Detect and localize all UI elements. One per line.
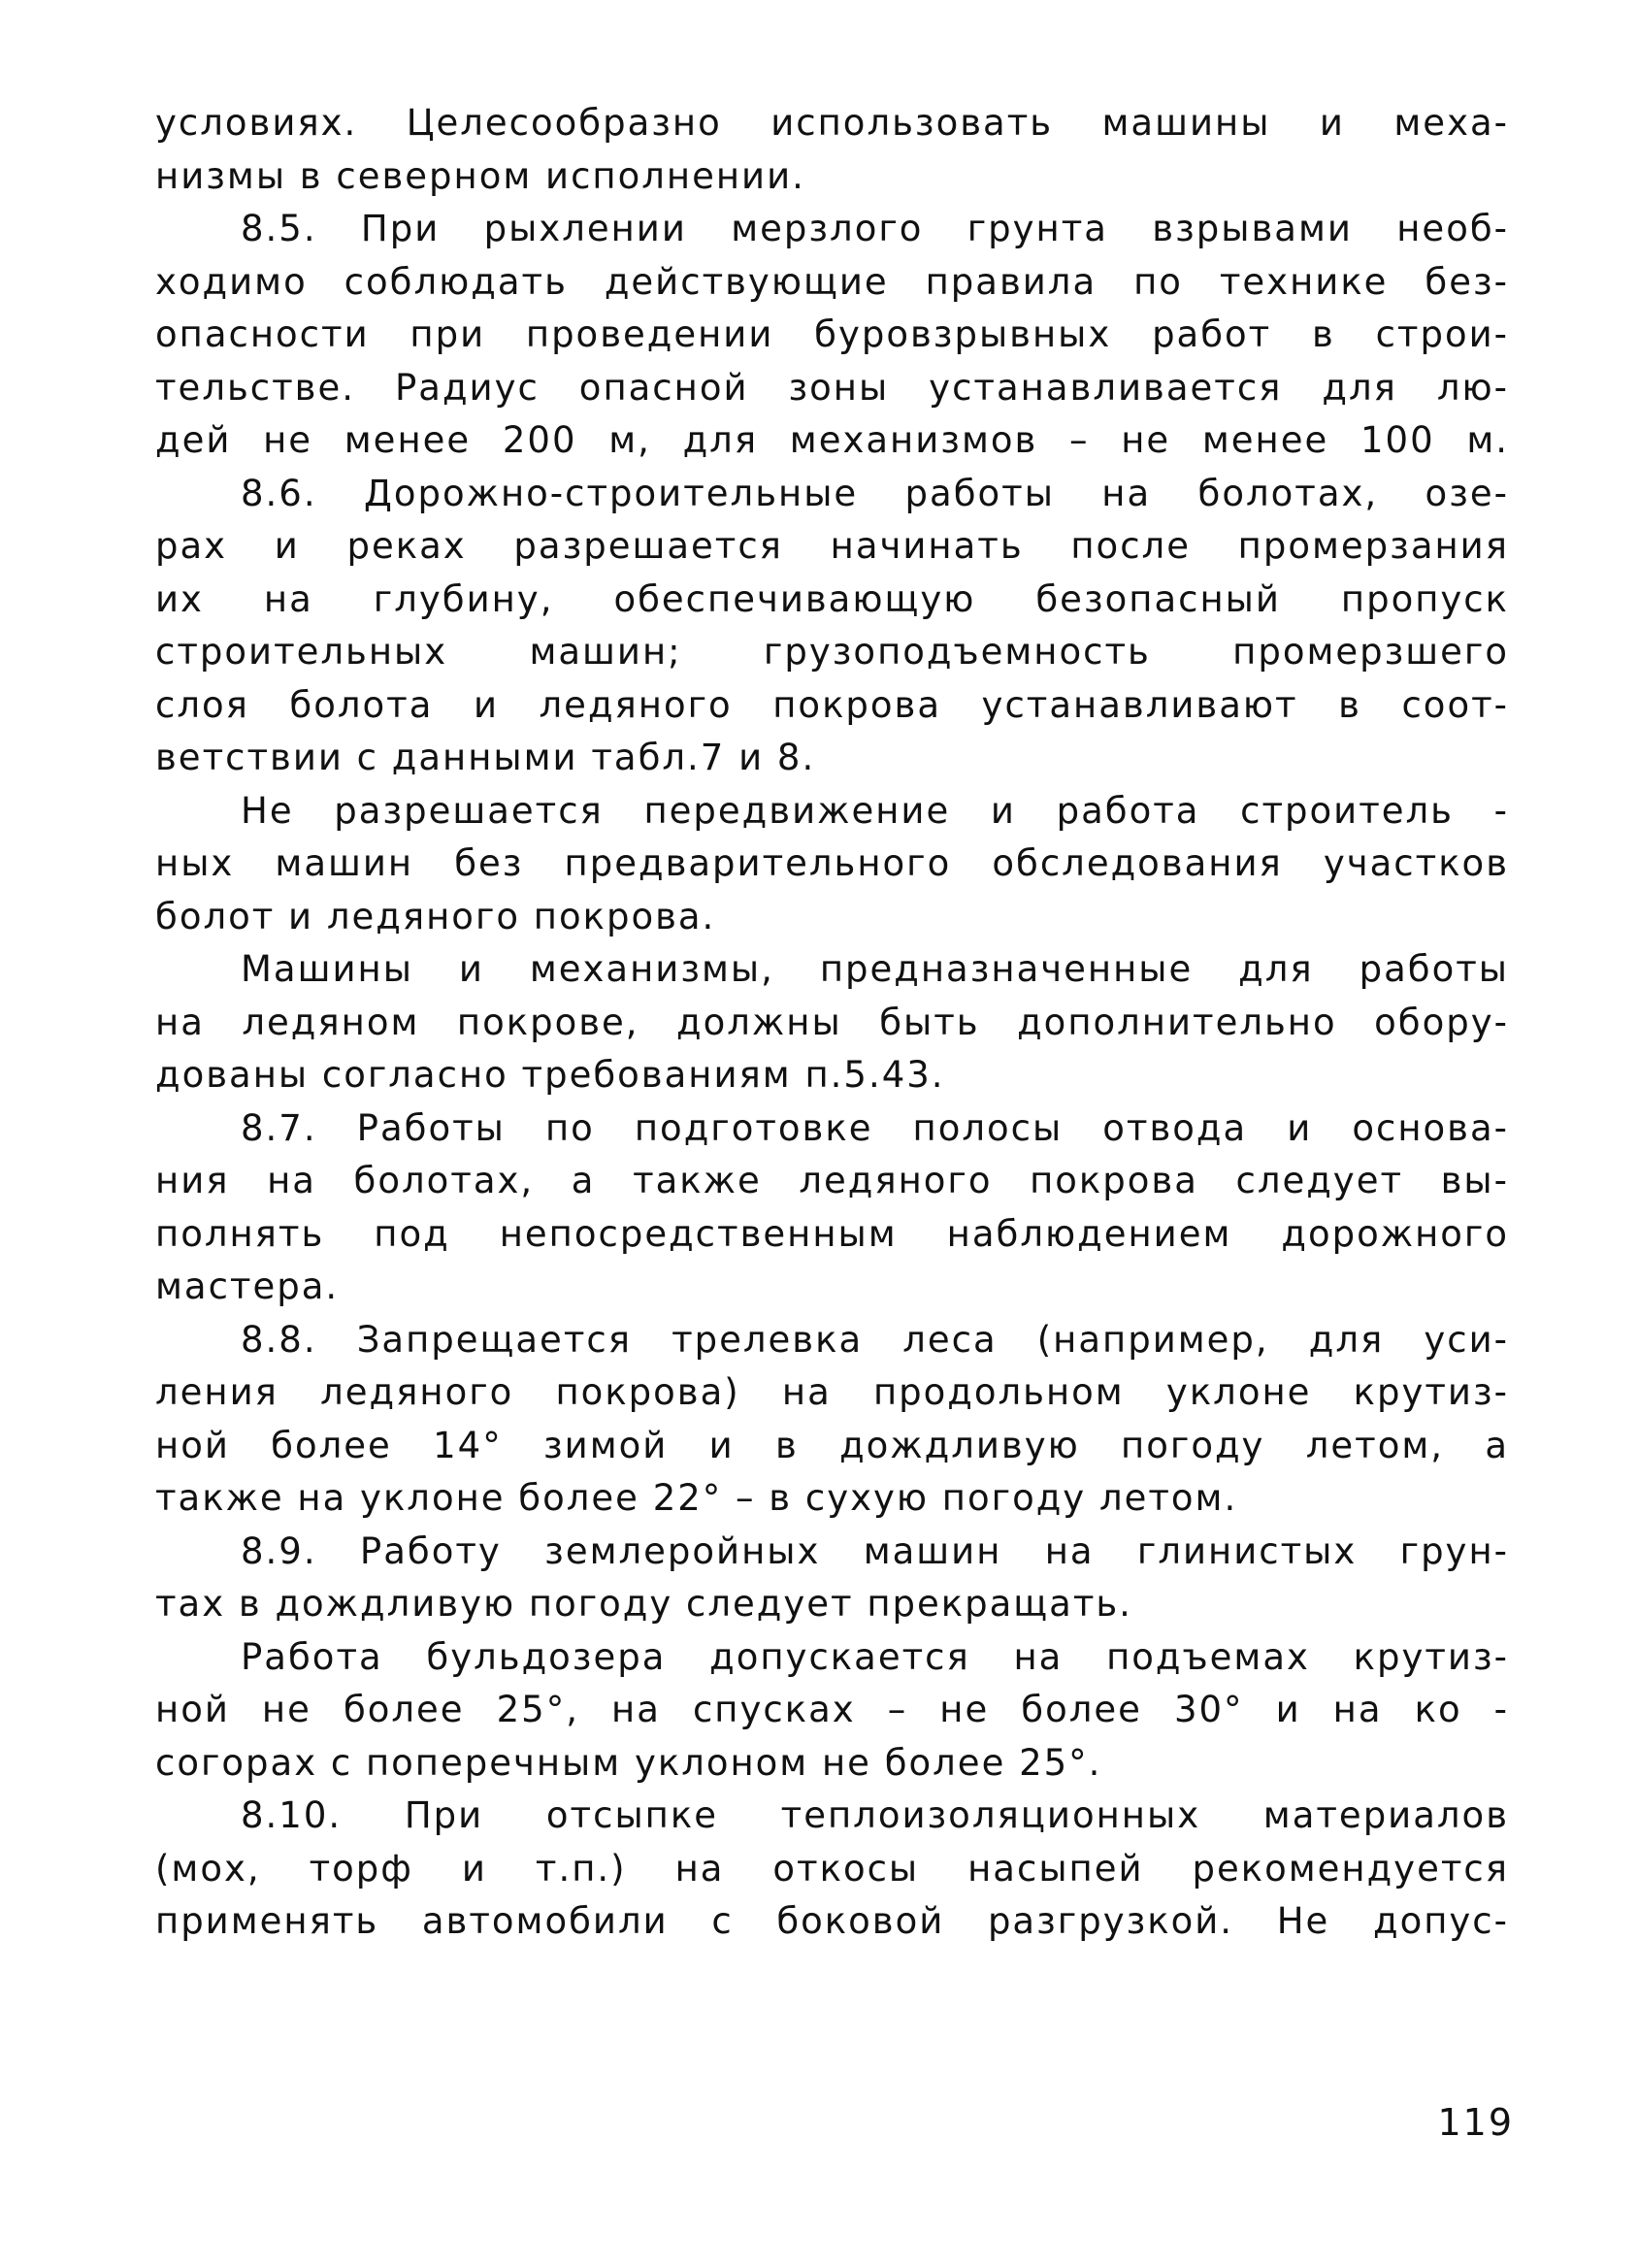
section-8-8-line: 8.8. Запрещается трелевка леса (например, для уси- bbox=[241, 1318, 1509, 1361]
section-8-7-line: 8.7. Работы по подготовке полосы отвода и основа- bbox=[241, 1106, 1509, 1149]
text-line: на ледяном покрове, должны быть дополнительно обору- bbox=[155, 1001, 1509, 1043]
text-line: строительных машин; грузоподъемность промерзшего bbox=[155, 631, 1509, 673]
text-line: ходимо соблюдать действующие правила по технике без- bbox=[155, 260, 1509, 303]
text-line: ной не более 25°, на спусках – не более 30° и на ко - bbox=[155, 1689, 1509, 1730]
text-line: тах в дождливую погоду следует прекращать. bbox=[155, 1583, 1132, 1625]
text-line: их на глубину, обеспечивающую безопасный пропуск bbox=[155, 577, 1509, 620]
section-8-9-line: 8.9. Работу землеройных машин на глинистых грун- bbox=[241, 1529, 1509, 1572]
text-line: (мох, торф и т.п.) на откосы насыпей рекомендуется bbox=[155, 1847, 1509, 1890]
text-line: ных машин без предварительного обследования участков bbox=[155, 842, 1509, 884]
section-8-10-line: 8.10. При отсыпке теплоизоляционных материалов bbox=[241, 1794, 1509, 1836]
text-line: низмы в северном исполнении. bbox=[155, 154, 805, 197]
text-line: слоя болота и ледяного покрова устанавливают в соот- bbox=[155, 683, 1509, 726]
text-line: применять автомобили с боковой разгрузкой. Не допус- bbox=[155, 1900, 1509, 1942]
paragraph-start-line: Не разрешается передвижение и работа строитель - bbox=[241, 789, 1509, 832]
text-line: болот и ледяного покрова. bbox=[155, 895, 716, 937]
text-line: мастера. bbox=[155, 1265, 340, 1307]
section-8-5-line: 8.5. При рыхлении мерзлого грунта взрывами необ- bbox=[241, 208, 1509, 249]
text-line: опасности при проведении буровзрывных работ в строи- bbox=[155, 313, 1509, 355]
text-line: дованы согласно требованиям п.5.43. bbox=[155, 1054, 945, 1096]
text-line: полнять под непосредственным наблюдением дорожного bbox=[155, 1212, 1509, 1255]
text-line: ления ледяного покрова) на продольном уклоне крутиз- bbox=[155, 1371, 1509, 1413]
text-line: согорах с поперечным уклоном не более 25°. bbox=[155, 1741, 1102, 1784]
body-text bbox=[155, 97, 1509, 1949]
page-number: 119 bbox=[1437, 2101, 1514, 2144]
text-line: дей не менее 200 м, для механизмов – не менее 100 м. bbox=[155, 419, 1509, 461]
text-line: ной более 14° зимой и в дождливую погоду летом, а bbox=[155, 1424, 1509, 1466]
section-8-6-line: 8.6. Дорожно-строительные работы на болотах, озе- bbox=[241, 472, 1509, 514]
text-line: условиях. Целесообразно использовать машины и меха- bbox=[155, 102, 1509, 144]
text-line: также на уклоне более 22° – в сухую погоду летом. bbox=[155, 1477, 1238, 1519]
text-line: тельстве. Радиус опасной зоны устанавливается для лю- bbox=[155, 366, 1509, 409]
text-line: ветствии с данными табл.7 и 8. bbox=[155, 737, 816, 778]
text-line: ния на болотах, а также ледяного покрова следует вы- bbox=[155, 1160, 1509, 1201]
paragraph-start-line: Машины и механизмы, предназначенные для работы bbox=[241, 948, 1509, 990]
paragraph-start-line: Работа бульдозера допускается на подъемах крутиз- bbox=[241, 1635, 1509, 1678]
text-line: рах и реках разрешается начинать после промерзания bbox=[155, 525, 1509, 567]
